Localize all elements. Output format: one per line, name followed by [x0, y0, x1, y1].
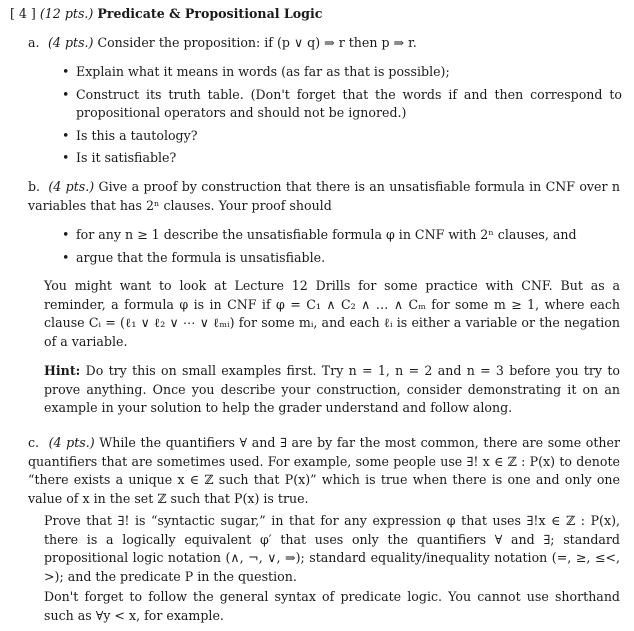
part-c-label: c. [28, 435, 40, 450]
problem-header [10, 5, 322, 24]
part-a-text: Consider the proposition: if (p ∨ q) ⇒ r then p ⇒ r. [97, 35, 417, 50]
part-b-hint [44, 362, 620, 418]
part-b [28, 178, 620, 215]
part-b-points: (4 pts.) [48, 179, 95, 194]
part-c [28, 434, 620, 508]
part-c-text: While the quantifiers ∀ and ∃ are by far the most common, there are some other quantifiers that are sometimes used. For example, some people use ∃! x ∈ ℤ : P(x) to denote “there exists a unique x ∈ ℤ such that P(x)” which is true when there is one and only one value of x in the set ℤ such that P(x) is true. [28, 435, 620, 506]
part-b-reminder: You might want to look at Lecture 12 Drills for some practice with CNF. But as a reminder, a formula φ is in CNF if φ = C₁ ∧ C₂ ∧ … ∧ Cₘ for some m ≥ 1, where each clause Cᵢ = (ℓ₁ ∨ ℓ₂ ∨ ⋯ ∨ ℓₘᵢ) for some mᵢ, and each ℓᵢ is either a variable or the negation of a variable. [44, 278, 620, 349]
part-b-bullet-2: • argue that the formula is unsatisfiable. [62, 249, 622, 268]
part-a-points: (4 pts.) [48, 35, 94, 50]
part-a [28, 34, 620, 53]
problem-title: Predicate & Propositional Logic [97, 6, 323, 21]
problem-number: [ 4 ] [10, 6, 36, 21]
part-a-bullets [62, 63, 622, 168]
hint-text: Do try this on small examples first. Try n = 1, n = 2 and n = 3 before you try to prove anything. Once you describe your construction, consider demonstrating it on an example in your solution to help the grader understand and follow along. [44, 363, 620, 416]
part-a-label: a. [28, 35, 40, 50]
part-a-bullet-4: • Is it satisfiable? [62, 149, 622, 168]
part-c-note: Don't forget to follow the general syntax of predicate logic. You cannot use shorthand such as ∀y < x, for example. [44, 589, 620, 623]
part-a-bullet-2: • Construct its truth table. (Don't forget that the words if and then correspond to propositional operators and should not be ignored.) [62, 86, 622, 123]
part-a-bullet-1: • Explain what it means in words (as far as that is possible); [62, 63, 622, 82]
hint-label: Hint: [44, 363, 81, 378]
part-a-bullet-3: • Is this a tautology? [62, 127, 622, 146]
part-c-points: (4 pts.) [48, 435, 95, 450]
problem-points: (12 pts.) [39, 6, 94, 21]
part-b-bullet-1: • for any n ≥ 1 describe the unsatisfiable formula φ in CNF with 2ⁿ clauses, and [62, 226, 622, 245]
part-c-prove: Prove that ∃! is “syntactic sugar,” in that for any expression φ that uses ∃!x ∈ ℤ : P(x), there is a logically equivalent φ′ that uses only the quantifiers ∀ and ∃; standard propositional logic notation (∧, ¬, ∨, ⇒); standard equality/inequality notation (=, ≥, ≤<, >); and the predicate P in the question. [44, 513, 620, 584]
part-b-bullets [62, 226, 622, 267]
part-b-label: b. [28, 179, 41, 194]
part-b-text: Give a proof by construction that there is an unsatisfiable formula in CNF over n variables that has 2ⁿ clauses. Your proof should [28, 179, 620, 213]
